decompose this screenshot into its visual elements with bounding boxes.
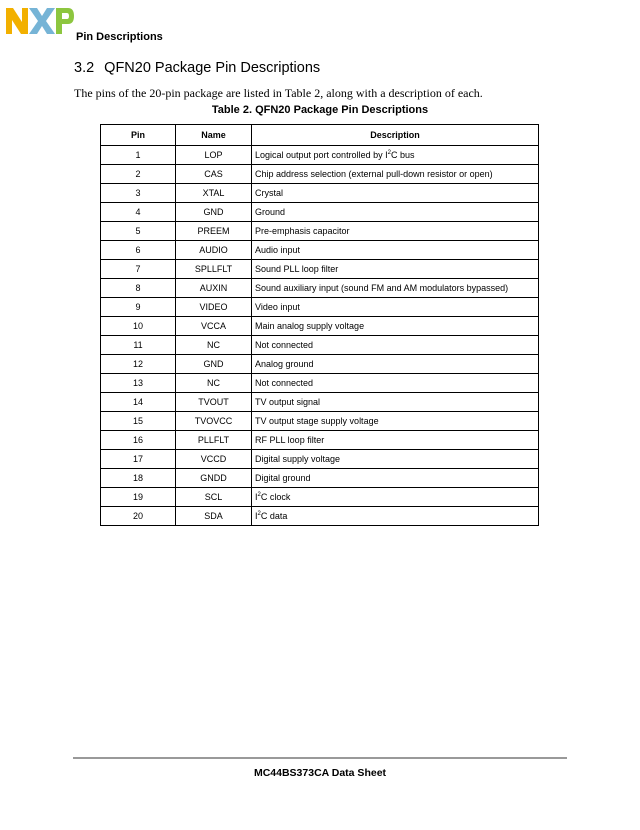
description-text: Sound PLL loop filter — [255, 264, 339, 274]
table-row — [101, 260, 539, 279]
pin-description — [252, 488, 539, 507]
pin-description — [252, 203, 539, 222]
description-text: Main analog supply voltage — [255, 321, 365, 331]
description-text: I — [255, 511, 258, 521]
footer-title: MC44BS373CA Data Sheet — [253, 767, 387, 779]
table-row — [101, 317, 539, 336]
pin-description — [252, 298, 539, 317]
description-text: Not connected — [255, 340, 314, 350]
table-row — [101, 393, 539, 412]
pin-name: NC — [176, 336, 252, 355]
description-text: I — [255, 492, 258, 502]
pin-name: TVOUT — [176, 393, 252, 412]
pin-name: NC — [176, 374, 252, 393]
description-text: Not connected — [255, 378, 314, 388]
pin-description — [252, 279, 539, 298]
table-row — [101, 241, 539, 260]
description-text: Digital ground — [255, 473, 311, 483]
pin-number: 2 — [101, 165, 176, 184]
pin-description — [252, 412, 539, 431]
pin-number: 7 — [101, 260, 176, 279]
pin-name: SPLLFLT — [176, 260, 252, 279]
table-row — [101, 165, 539, 184]
table-row — [101, 336, 539, 355]
pin-description — [252, 146, 539, 165]
description-text: Digital supply voltage — [255, 454, 341, 464]
pin-number: 12 — [101, 355, 176, 374]
table-row — [101, 488, 539, 507]
pin-number: 19 — [101, 488, 176, 507]
pin-description — [252, 317, 539, 336]
superscript: 2 — [257, 492, 261, 498]
pin-description — [252, 431, 539, 450]
pin-name: VCCA — [176, 317, 252, 336]
section-number: 3.2 — [74, 60, 95, 76]
pin-name: GNDD — [176, 469, 252, 488]
pin-number: 8 — [101, 279, 176, 298]
description-text: RF PLL loop filter — [255, 435, 325, 445]
pin-number: 14 — [101, 393, 176, 412]
pin-description — [252, 393, 539, 412]
pin-name: PREEM — [176, 222, 252, 241]
header-pin: Pin — [101, 125, 176, 146]
table-row — [101, 507, 539, 526]
pin-description — [252, 241, 539, 260]
pin-description — [252, 469, 539, 488]
pin-number: 16 — [101, 431, 176, 450]
pin-number: 18 — [101, 469, 176, 488]
pin-name: AUXIN — [176, 279, 252, 298]
running-header: Pin Descriptions — [76, 31, 163, 43]
table-header-row — [101, 125, 539, 146]
description-text: Crystal — [255, 188, 284, 198]
description-text: TV output stage supply voltage — [255, 416, 379, 426]
table-row — [101, 203, 539, 222]
pin-description — [252, 260, 539, 279]
section-heading — [74, 60, 320, 76]
table-row — [101, 355, 539, 374]
nxp-logo — [6, 8, 74, 34]
pin-name: VIDEO — [176, 298, 252, 317]
pin-number: 17 — [101, 450, 176, 469]
pin-name: XTAL — [176, 184, 252, 203]
pin-number: 10 — [101, 317, 176, 336]
table-row — [101, 412, 539, 431]
pin-name: LOP — [176, 146, 252, 165]
pin-description — [252, 184, 539, 203]
pin-number: 3 — [101, 184, 176, 203]
description-text-suffix: C data — [260, 511, 288, 521]
pin-description — [252, 165, 539, 184]
pin-name: GND — [176, 355, 252, 374]
pin-name: TVOVCC — [176, 412, 252, 431]
pin-description — [252, 336, 539, 355]
pin-description — [252, 374, 539, 393]
description-text: Chip address selection (external pull-down resistor or open) — [255, 169, 493, 179]
description-text: Audio input — [255, 245, 301, 255]
table-row — [101, 298, 539, 317]
description-text: Analog ground — [255, 359, 314, 369]
pin-name: GND — [176, 203, 252, 222]
pin-name: VCCD — [176, 450, 252, 469]
description-text: Pre-emphasis capacitor — [255, 226, 350, 236]
pin-number: 11 — [101, 336, 176, 355]
pin-description-table — [100, 124, 539, 526]
pin-description — [252, 450, 539, 469]
pin-number: 9 — [101, 298, 176, 317]
description-text: Logical output port controlled by I — [255, 150, 388, 160]
pin-number: 13 — [101, 374, 176, 393]
table-row — [101, 222, 539, 241]
pin-name: PLLFLT — [176, 431, 252, 450]
table-row — [101, 184, 539, 203]
description-text: TV output signal — [255, 397, 321, 407]
table-row — [101, 469, 539, 488]
intro-paragraph: The pins of the 20-pin package are listed in Table 2, along with a description of each. — [74, 86, 483, 100]
header-name: Name — [176, 125, 252, 146]
table-caption: Table 2. QFN20 Package Pin Descriptions — [211, 104, 429, 116]
header-description: Description — [252, 125, 539, 146]
table-row — [101, 279, 539, 298]
pin-name: SCL — [176, 488, 252, 507]
footer-rule — [73, 757, 567, 759]
description-text: Video input — [255, 302, 300, 312]
pin-description — [252, 222, 539, 241]
pin-name: CAS — [176, 165, 252, 184]
pin-number: 5 — [101, 222, 176, 241]
section-title: QFN20 Package Pin Descriptions — [104, 60, 321, 76]
pin-number: 6 — [101, 241, 176, 260]
description-text: Ground — [255, 207, 286, 217]
table-row — [101, 146, 539, 165]
description-text-suffix: C bus — [390, 150, 415, 160]
pin-description — [252, 355, 539, 374]
table-row — [101, 450, 539, 469]
pin-description — [252, 507, 539, 526]
pin-name: AUDIO — [176, 241, 252, 260]
pin-name: SDA — [176, 507, 252, 526]
table-row — [101, 431, 539, 450]
description-text: Sound auxiliary input (sound FM and AM modulators bypassed) — [255, 283, 509, 293]
description-text-suffix: C clock — [260, 492, 291, 502]
pin-number: 4 — [101, 203, 176, 222]
superscript: 2 — [257, 511, 261, 517]
pin-number: 15 — [101, 412, 176, 431]
pin-number: 20 — [101, 507, 176, 526]
table-row — [101, 374, 539, 393]
pin-number: 1 — [101, 146, 176, 165]
superscript: 2 — [387, 150, 391, 156]
